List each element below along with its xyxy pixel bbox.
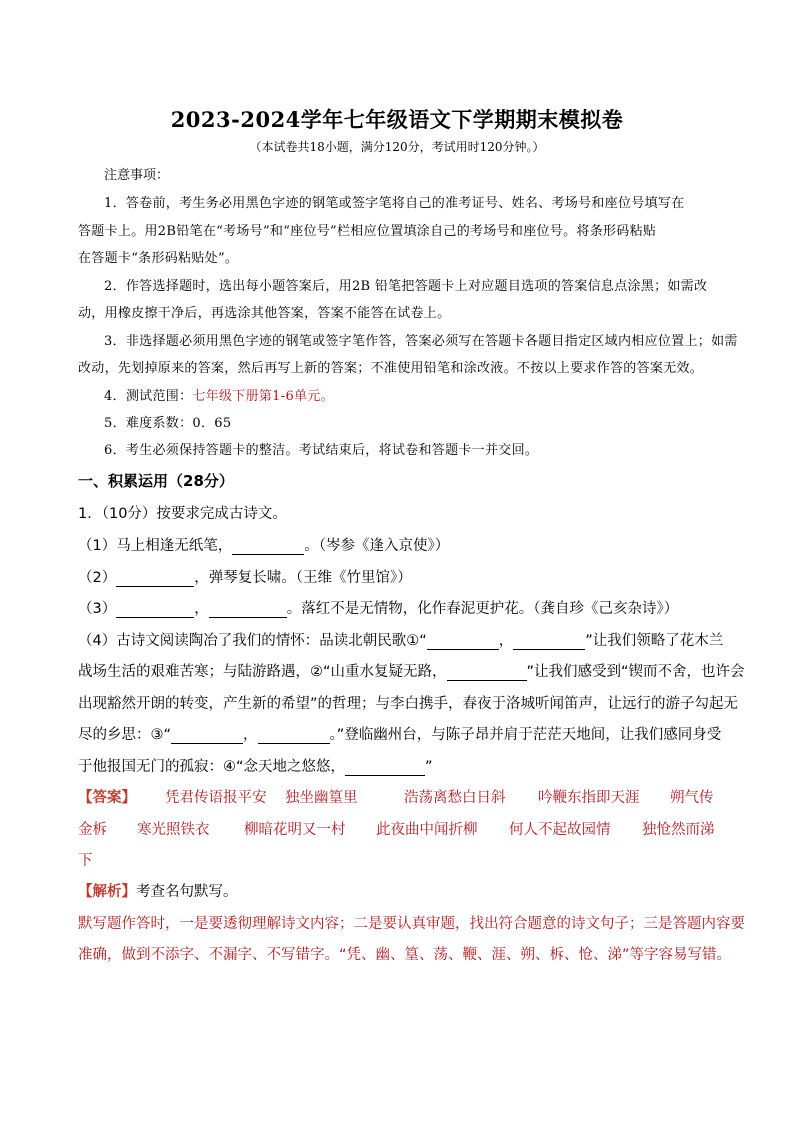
page-title: 2023-2024学年七年级语文下学期期末模拟卷 bbox=[170, 107, 624, 132]
answer-item: 朔气传 bbox=[670, 790, 714, 806]
notice-line: 1．答卷前，考生务必用黑色字迹的钢笔或签字笔将自己的准考证号、姓名、考场号和座位号填写在 bbox=[104, 196, 685, 211]
answer-item: 何人不起故园情 bbox=[509, 822, 611, 838]
answer-item: 浩荡离愁白日斜 bbox=[404, 790, 506, 806]
question-part-4-line bbox=[78, 755, 433, 776]
part-text: （1）马上相逢无纸笔， bbox=[78, 538, 233, 554]
part-text: 。（岑参《逢入京使》） bbox=[304, 538, 450, 554]
answer-item: 吟鞭东指即天涯 bbox=[538, 790, 640, 806]
scope-value: 七年级下册第1-6单元。 bbox=[192, 389, 334, 404]
scope-label: 4．测试范围： bbox=[104, 389, 193, 404]
question-part-2 bbox=[78, 566, 412, 587]
part-text: ” bbox=[425, 759, 433, 775]
notice-line: 答题卡上。用2B铅笔在“考场号”和“座位号”栏相应位置填涂自己的考场号和座位号。将条形码粘贴 bbox=[78, 224, 657, 239]
answer-item: 柳暗花明又一村 bbox=[244, 822, 346, 838]
question-part-4-line bbox=[78, 723, 721, 744]
analysis-line: 默写题作答时，一是要透彻理解诗文内容；二是要认真审题，找出符合题意的诗文句子；三是答题内容要 bbox=[78, 916, 745, 932]
question-stem: 1．（10分）按要求完成古诗文。 bbox=[78, 506, 287, 522]
question-part-4-line bbox=[78, 660, 745, 681]
part-text: ， bbox=[194, 601, 209, 617]
part-text: 战场生活的艰难苦寒；与陆游路遇，②“山重水复疑无路， bbox=[78, 664, 447, 680]
answer-item: 此夜曲中闻折柳 bbox=[376, 822, 478, 838]
answer-label bbox=[78, 786, 136, 807]
answer-item: 独怆然而涕 bbox=[642, 822, 715, 838]
section-heading: 一、积累运用（28分） bbox=[78, 472, 234, 490]
answer-blank bbox=[427, 633, 499, 650]
notice-line: 6．考生必须保持答题卡的整洁。考试结束后，将试卷和答题卡一并交回。 bbox=[104, 443, 539, 458]
part-text: ， bbox=[243, 727, 258, 743]
answer-blank bbox=[513, 633, 585, 650]
part-text: 尽的乡思：③“ bbox=[78, 727, 172, 743]
answer-item: 独坐幽篁里 bbox=[285, 790, 358, 806]
part-text: 于他报国无门的孤寂：④“念天地之悠悠， bbox=[78, 759, 346, 775]
notice-line: 动，用橡皮擦干净后，再选涂其他答案，答案不能答在试卷上。 bbox=[78, 306, 451, 321]
analysis-tag: 【解析】 bbox=[78, 884, 136, 900]
answer-blank bbox=[447, 664, 527, 681]
part-text: 。”登临幽州台，与陈子昂并肩于茫茫天地间，让我们感同身受 bbox=[329, 727, 722, 743]
part-text: （4）古诗文阅读陶冶了我们的情怀：品读北朝民歌①“ bbox=[78, 633, 427, 649]
part-text: 。落红不是无情物，化作春泥更护花。（龚自珍《己亥杂诗》） bbox=[286, 601, 679, 617]
analysis-intro bbox=[78, 880, 238, 901]
notice-line: 改动，先划掉原来的答案，然后再写上新的答案；不准使用铅笔和涂改液。不按以上要求作答的答案无效。 bbox=[78, 361, 704, 376]
question-part-4-line: 出现豁然开朗的转变，产生新的希望”的哲理；与李白携手，春夜于洛城听闻笛声，让远行的游子勾起无 bbox=[78, 696, 739, 712]
answer-blank bbox=[345, 759, 425, 776]
answer-blank bbox=[116, 570, 194, 587]
part-text: ，弹琴复长啸。（王维《竹里馆》） bbox=[194, 570, 412, 586]
answer-item: 凭君传语报平安 bbox=[165, 790, 267, 806]
page-subtitle: （本试卷共18小题，满分120分，考试用时120分钟。） bbox=[249, 140, 545, 154]
analysis-text: 考查名句默写。 bbox=[136, 884, 238, 900]
answer-tag: 【答案】 bbox=[78, 790, 136, 806]
notice-scope bbox=[104, 385, 334, 404]
notice-heading: 注意事项： bbox=[104, 168, 170, 183]
answer-blank bbox=[171, 727, 243, 744]
answer-blank bbox=[209, 601, 287, 618]
part-text: （3） bbox=[78, 601, 117, 617]
notice-line: 2．作答选择题时，选出每小题答案后，用2B 铅笔把答题卡上对应题目选项的答案信息点涂黑；如需改 bbox=[104, 279, 708, 294]
part-text: ”让我们感受到“锲而不舍，也许会 bbox=[526, 664, 745, 680]
answer-item: 金柝 bbox=[78, 822, 107, 838]
answer-item: 寒光照铁衣 bbox=[137, 822, 210, 838]
notice-line: 在答题卡“条形码粘贴处”。 bbox=[78, 251, 239, 266]
part-text: ”让我们领略了花木兰 bbox=[585, 633, 724, 649]
part-text: ， bbox=[498, 633, 514, 649]
question-part-1 bbox=[78, 534, 449, 555]
answer-blank bbox=[258, 727, 330, 744]
answer-item: 下 bbox=[78, 853, 93, 869]
notice-difficulty: 5．难度系数：0．65 bbox=[104, 416, 232, 431]
answer-blank bbox=[116, 601, 194, 618]
question-part-4-line bbox=[78, 629, 723, 650]
analysis-line: 准确，做到不添字、不漏字、不写错字。“凭、幽、篁、荡、鞭、涯、朔、柝、怆、涕”等字容易写错。 bbox=[78, 947, 732, 963]
notice-line: 3．非选择题必须用黑色字迹的钢笔或签字笔作答，答案必须写在答题卡各题目指定区域内相应位置上；如需 bbox=[104, 334, 738, 349]
question-part-3 bbox=[78, 597, 678, 618]
answer-blank bbox=[232, 538, 304, 555]
part-text: （2） bbox=[78, 570, 117, 586]
